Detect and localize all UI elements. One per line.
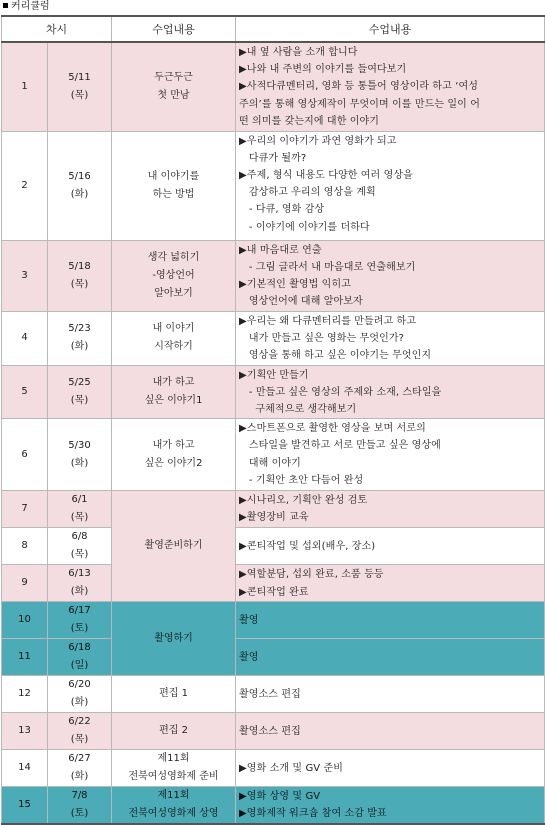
topic-line: 내 이야기 <box>152 323 195 334</box>
session-number: 3 <box>2 240 48 311</box>
session-detail <box>236 419 545 491</box>
day-value: (화) <box>70 586 89 598</box>
topic-line: 촬영준비하기 <box>144 540 203 552</box>
session-number: 13 <box>2 713 48 750</box>
detail-line: 영상을 통해 하고 싶은 이야기는 무엇인지 <box>239 349 432 361</box>
topic-line: -영상언어 <box>152 269 195 281</box>
detail-line: 감상하고 우리의 영상을 계획 <box>239 187 376 199</box>
topic-line: 내 이야기를 <box>147 170 200 182</box>
table-row <box>2 131 545 240</box>
session-topic <box>112 42 236 131</box>
detail-line: 구체적으로 생각해보기 <box>239 403 357 415</box>
topic-line: 내가 하고 <box>152 439 195 451</box>
table-row <box>2 639 545 676</box>
session-topic <box>112 365 236 419</box>
detail-line: ▶기획안 만들기 <box>239 369 309 381</box>
date-value: 5/16 <box>68 170 91 182</box>
detail-line: ▶주제, 형식 내용도 다양한 여러 영상을 <box>239 169 413 181</box>
session-date <box>48 311 112 365</box>
topic-line: 두근두근 <box>154 71 193 83</box>
session-number: 11 <box>2 639 48 676</box>
session-detail <box>236 311 545 365</box>
session-topic <box>112 311 236 365</box>
session-detail <box>236 639 545 676</box>
session-detail <box>236 365 545 419</box>
detail-line: 주의’를 통해 영상제작이 무엇이며 이를 만드는 일이 어 <box>239 98 480 110</box>
session-topic <box>112 676 236 713</box>
session-topic <box>112 750 236 787</box>
session-number: 2 <box>2 131 48 240</box>
day-value: (토) <box>70 623 89 635</box>
session-date <box>48 676 112 713</box>
session-detail <box>236 240 545 311</box>
curriculum-table <box>1 15 545 825</box>
detail-line: ▶영화 소개 및 GV 준비 <box>239 763 344 774</box>
detail-line: 영상언어에 대해 알아보자 <box>239 296 363 308</box>
detail-line: 스타일을 발견하고 서로 만들고 싶은 영상에 <box>239 440 441 452</box>
date-value: 6/18 <box>68 642 91 654</box>
session-number: 6 <box>2 419 48 491</box>
date-value: 7/8 <box>71 790 88 802</box>
detail-line: ▶스마트폰으로 촬영한 영상을 보며 서로의 <box>239 423 426 435</box>
session-date <box>48 42 112 131</box>
session-number: 4 <box>2 311 48 365</box>
day-value: (일) <box>70 660 89 672</box>
topic-line: 싶은 이야기2 <box>144 457 203 469</box>
table-row <box>2 750 545 787</box>
day-value: (목) <box>70 512 89 524</box>
table-header-row <box>2 16 545 42</box>
section-title-text: 커리큘럼 <box>11 1 50 12</box>
session-date <box>48 565 112 602</box>
detail-line: ▶촬영장비 교육 <box>239 512 309 524</box>
date-value: 5/18 <box>68 260 91 272</box>
topic-line: 편집 1 <box>159 688 188 700</box>
detail-line: ▶영화 상영 및 GV <box>239 791 321 803</box>
table-row <box>2 365 545 419</box>
session-detail <box>236 491 545 528</box>
detail-line: ▶사적다큐멘터리, 영화 등 통틀어 영상이라 하고 ‘여성 <box>239 81 478 93</box>
day-value: (화) <box>70 771 89 783</box>
topic-line: 제11회 <box>157 753 190 765</box>
table-row <box>2 787 545 825</box>
date-value: 5/30 <box>68 439 91 451</box>
session-date <box>48 639 112 676</box>
detail-line: 떤 의미를 갖는지에 대한 이야기 <box>239 115 380 127</box>
square-bullet-icon <box>3 3 8 8</box>
table-row <box>2 311 545 365</box>
topic-line: 생각 넓히기 <box>147 251 200 263</box>
date-value: 6/27 <box>68 753 91 765</box>
session-date <box>48 713 112 750</box>
session-date <box>48 240 112 311</box>
session-number: 10 <box>2 602 48 639</box>
topic-line: 첫 만남 <box>157 89 190 101</box>
session-detail <box>236 528 545 565</box>
detail-line: ▶콘티작업 및 섭외(배우, 장소) <box>239 541 376 552</box>
detail-line: 대해 이야기 <box>239 457 301 469</box>
session-detail <box>236 42 545 131</box>
day-value: (화) <box>70 188 89 200</box>
table-row <box>2 528 545 565</box>
detail-line: - 만들고 싶은 영상의 주제와 소재, 스타일을 <box>239 386 442 398</box>
session-number: 12 <box>2 676 48 713</box>
detail-line: ▶내 마음대로 연출 <box>239 244 322 256</box>
session-topic <box>112 491 236 602</box>
topic-line: 하는 방법 <box>152 188 195 200</box>
detail-line: ▶우리의 이야기가 과연 영화가 되고 <box>239 135 397 147</box>
session-detail <box>236 750 545 787</box>
table-row <box>2 602 545 639</box>
day-value: (화) <box>70 457 89 469</box>
session-number: 7 <box>2 491 48 528</box>
session-date <box>48 131 112 240</box>
topic-line: 촬영하기 <box>154 632 193 644</box>
detail-line: 촬영 <box>239 615 259 626</box>
day-value: (목) <box>70 394 89 406</box>
topic-line: 제11회 <box>157 790 190 802</box>
session-topic <box>112 419 236 491</box>
date-value: 6/13 <box>68 568 91 580</box>
session-topic <box>112 131 236 240</box>
topic-line: 전북여성영화제 상영 <box>128 808 219 820</box>
detail-line: - 그림 글라서 내 마음대로 연출해보기 <box>239 261 416 273</box>
session-number: 15 <box>2 787 48 825</box>
table-row <box>2 491 545 528</box>
day-value: (목) <box>70 89 89 101</box>
table-row <box>2 565 545 602</box>
day-value: (목) <box>70 734 89 746</box>
session-number: 1 <box>2 42 48 131</box>
session-topic <box>112 787 236 825</box>
session-number: 5 <box>2 365 48 419</box>
session-number: 9 <box>2 565 48 602</box>
session-detail <box>236 787 545 825</box>
table-row <box>2 42 545 131</box>
topic-line: 편집 2 <box>159 725 188 737</box>
session-date <box>48 419 112 491</box>
detail-line: ▶역할분담, 섭외 완료, 소품 등등 <box>239 569 384 581</box>
table-row <box>2 713 545 750</box>
session-topic <box>112 240 236 311</box>
session-number: 8 <box>2 528 48 565</box>
table-row <box>2 419 545 491</box>
date-value: 6/22 <box>68 716 91 728</box>
detail-line: 촬영소스 편집 <box>239 689 301 700</box>
detail-line: - 이야기에 이야기를 더하다 <box>239 221 370 233</box>
topic-line: 싶은 이야기1 <box>144 394 203 406</box>
session-date <box>48 750 112 787</box>
topic-line: 시작하기 <box>154 341 193 352</box>
detail-line: ▶콘티작업 완료 <box>239 586 309 598</box>
detail-line: ▶기본적인 촬영법 익히고 <box>239 278 351 290</box>
detail-line: 촬영소스 편집 <box>239 726 301 737</box>
topic-line: 알아보기 <box>154 287 193 299</box>
date-value: 6/17 <box>68 605 91 617</box>
day-value: (화) <box>70 697 89 709</box>
detail-line: 다큐가 될까? <box>239 152 307 164</box>
table-row <box>2 676 545 713</box>
detail-line: 촬영 <box>239 652 259 663</box>
detail-line: ▶시나리오, 기획안 완성 검토 <box>239 495 368 507</box>
session-detail <box>236 131 545 240</box>
day-value: (목) <box>70 549 89 561</box>
session-date <box>48 602 112 639</box>
topic-line: 내가 하고 <box>152 376 195 388</box>
detail-line: ▶영화제작 워크숍 참여 소감 발표 <box>239 808 387 820</box>
session-detail <box>236 565 545 602</box>
detail-line: - 다큐, 영화 감상 <box>239 204 325 216</box>
session-date <box>48 528 112 565</box>
date-value: 6/1 <box>71 494 88 506</box>
session-date <box>48 365 112 419</box>
day-value: (화) <box>70 341 89 352</box>
session-detail <box>236 602 545 639</box>
session-topic <box>112 602 236 676</box>
day-value: (목) <box>70 278 89 290</box>
session-number: 14 <box>2 750 48 787</box>
session-date <box>48 787 112 825</box>
header-topic: 수업내용 <box>112 16 236 42</box>
session-date <box>48 491 112 528</box>
header-no: 차시 <box>2 16 112 42</box>
date-value: 5/25 <box>68 376 91 388</box>
detail-line: ▶내 옆 사람을 소개 합니다 <box>239 47 358 58</box>
detail-line: - 기획안 초안 다듬어 완성 <box>239 474 364 486</box>
session-detail <box>236 676 545 713</box>
section-title <box>2 0 50 14</box>
table-row <box>2 240 545 311</box>
date-value: 5/23 <box>68 323 91 334</box>
detail-line: 내가 만들고 싶은 영화는 무엇인가? <box>239 332 405 344</box>
detail-line: ▶나와 내 주변의 이야기를 들여다보기 <box>239 64 407 76</box>
date-value: 6/20 <box>68 679 91 691</box>
session-topic <box>112 713 236 750</box>
date-value: 5/11 <box>68 71 91 83</box>
session-detail <box>236 713 545 750</box>
date-value: 6/8 <box>71 531 88 543</box>
header-detail: 수업내용 <box>236 16 545 42</box>
day-value: (토) <box>70 808 89 820</box>
topic-line: 전북여성영화제 준비 <box>128 771 219 783</box>
detail-line: ▶우리는 왜 다큐멘터리를 만들려고 하고 <box>239 315 417 327</box>
